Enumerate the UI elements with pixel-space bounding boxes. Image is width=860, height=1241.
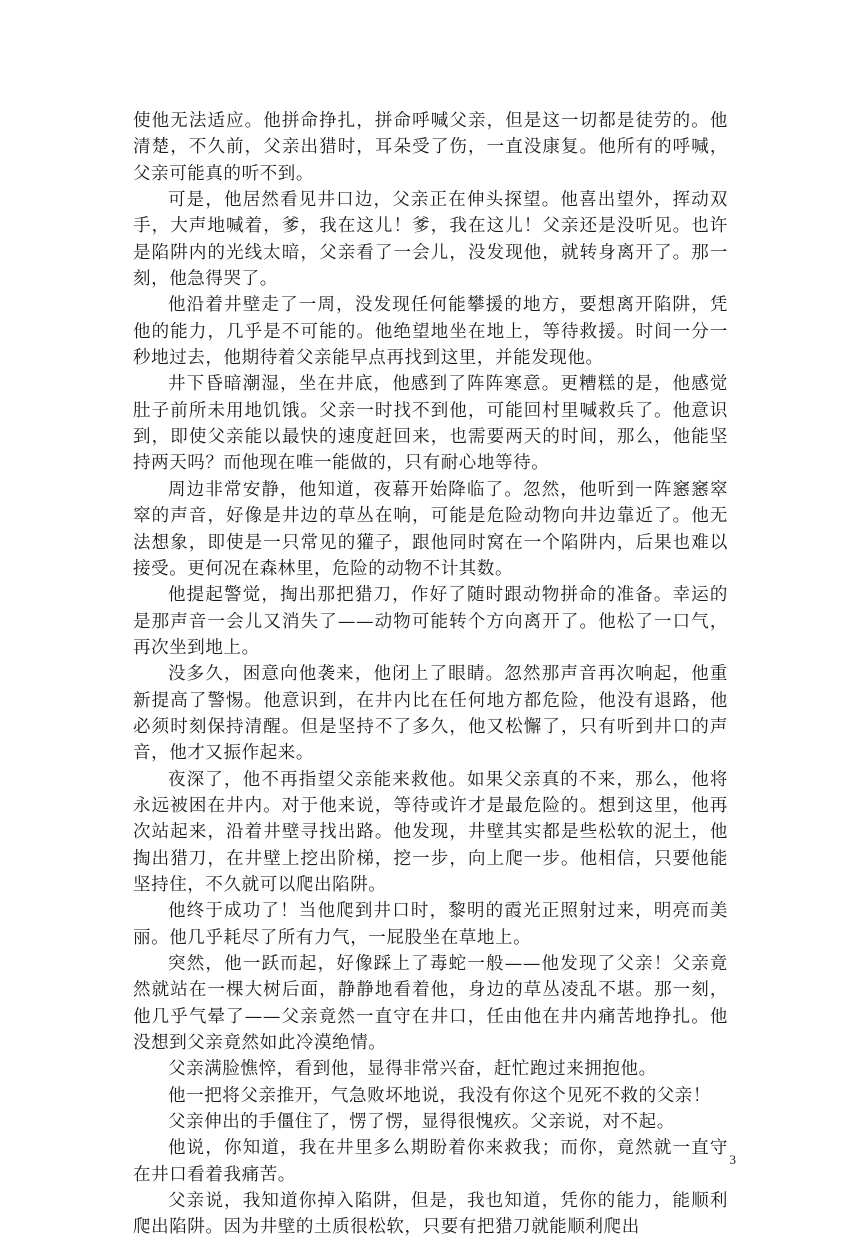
paragraph: 他一把将父亲推开，气急败坏地说，我没有你这个见死不救的父亲！ (168, 1085, 711, 1106)
paragraph: 父亲伸出的手僵住了，愣了愣，显得很愧疚。父亲说，对不起。 (168, 1112, 675, 1133)
paragraph: 他说，你知道，我在井里多么期盼着你来救我；而你，竟然就一直守在井口看着我痛苦。 (133, 1138, 728, 1185)
paragraph: 周边非常安静，他知道，夜幕开始降临了。忽然，他听到一阵窸窸窣窣的声音，好像是井边的草丛在响，可能是危险动物向井边靠近了。他无法想象，即使是一只常见的獾子，跟他同时窝在一个陷阱内，后果也难以接受。更何况在森林里，危险的动物不计其数。 (133, 479, 728, 579)
paragraph: 没多久，困意向他袭来，他闭上了眼睛。忽然那声音再次响起，他重新提高了警惕。他意识到，在井内比在任何地方都危险，他没有退路，他必须时刻保持清醒。但是坚持不了多久，他又松懈了，只有听到井口的声音，他才又振作起来。 (133, 664, 728, 764)
body-text (133, 108, 728, 1241)
paragraph: 他沿着井壁走了一周，没发现任何能攀援的地方，要想离开陷阱，凭他的能力，几乎是不可能的。他绝望地坐在地上，等待救援。时间一分一秒地过去，他期待着父亲能早点再找到这里，并能发现他。 (133, 295, 728, 369)
paragraph: 父亲满脸憔悴，看到他，显得非常兴奋，赶忙跑过来拥抱他。 (168, 1059, 657, 1080)
paragraph: 父亲说，我知道你掉入陷阱，但是，我也知道，凭你的能力，能顺利爬出陷阱。因为井壁的土质很松软，只要有把猎刀就能顺利爬出 (133, 1191, 728, 1238)
paragraph: 夜深了，他不再指望父亲能来救他。如果父亲真的不来，那么，他将永远被困在井内。对于他来说，等待或许才是最危险的。想到这里，他再次站起来，沿着井壁寻找出路。他发现，井壁其实都是些松软的泥土，他掏出猎刀，在井壁上挖出阶梯，挖一步，向上爬一步。他相信，只要他能坚持住，不久就可以爬出陷阱。 (133, 769, 728, 895)
paragraph: 使他无法适应。他拼命挣扎，拼命呼喊父亲，但是这一切都是徒劳的。他清楚，不久前，父亲出猎时，耳朵受了伤，一直没康复。他所有的呼喊，父亲可能真的听不到。 (133, 111, 728, 184)
paragraph: 他终于成功了！当他爬到井口时，黎明的霞光正照射过来，明亮而美丽。他几乎耗尽了所有力气，一屁股坐在草地上。 (133, 901, 728, 948)
paragraph: 突然，他一跃而起，好像踩上了毒蛇一般——他发现了父亲！父亲竟然就站在一棵大树后面，静静地看着他，身边的草丛凌乱不堪。那一刻，他几乎气晕了——父亲竟然一直守在井口，任由他在井内痛苦地挣扎。他没想到父亲竟然如此冷漠绝情。 (133, 954, 728, 1054)
page-number: 3 (729, 1152, 736, 1167)
paragraph: 他提起警觉，掏出那把猎刀，作好了随时跟动物拼命的准备。幸运的是那声音一会儿又消失了——动物可能转个方向离开了。他松了一口气，再次坐到地上。 (133, 585, 728, 658)
paragraph: 可是，他居然看见井口边，父亲正在伸头探望。他喜出望外，挥动双手，大声地喊着，爹，我在这儿！爹，我在这儿！父亲还是没听见。也许是陷阱内的光线太暗，父亲看了一会儿，没发现他，就转身离开了。那一刻，他急得哭了。 (133, 190, 728, 290)
paragraph: 井下昏暗潮湿，坐在井底，他感到了阵阵寒意。更糟糕的是，他感觉肚子前所未用地饥饿。父亲一时找不到他，可能回村里喊救兵了。他意识到，即使父亲能以最快的速度赶回来，也需要两天的时间，那么，他能坚持两天吗？而他现在唯一能做的，只有耐心地等待。 (133, 374, 728, 474)
